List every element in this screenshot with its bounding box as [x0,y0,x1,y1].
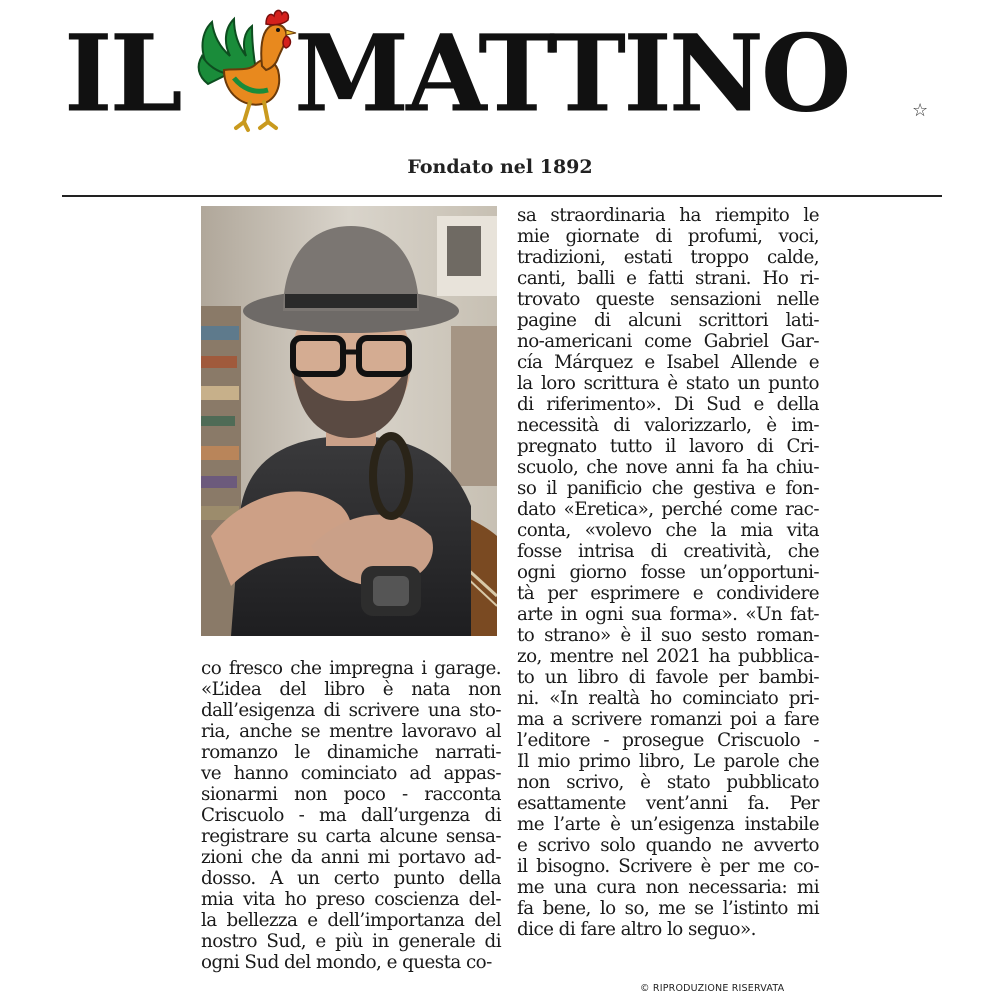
article-line: di riferimento». Di Sud e della [517,394,819,415]
masthead-divider [62,195,942,197]
article-line: pregnato tutto il lavoro di Cri- [517,436,819,457]
article-line: me l’arte è un’esigenza instabile [517,814,819,835]
copyright-notice: © RIPRODUZIONE RISERVATA [640,983,785,994]
article-line: dato «Eretica», perché come rac- [517,499,819,520]
article-line: esattamente vent’anni fa. Per [517,793,819,814]
article-line: scuolo, che nove anni fa ha chiu- [517,457,819,478]
article-line: fosse intrisa di creatività, che [517,541,819,562]
article-line: canti, balli e fatti strani. Ho ri- [517,268,819,289]
article-line: conta, «volevo che la mia vita [517,520,819,541]
article-line: ogni Sud del mondo, e questa co- [201,952,492,973]
article-line: dosso. A un certo punto della [201,868,501,889]
article-line: me una cura non necessaria: mi [517,877,819,898]
article-photo [201,206,497,636]
article-line: il bisogno. Scrivere è per me co- [517,856,819,877]
article-line: sa straordinaria ha riempito le [517,205,819,226]
article-line: so il panificio che gestiva e fon- [517,478,819,499]
article-line: romanzo le dinamiche narrati- [201,742,501,763]
article-line: «L’idea del libro è nata non [201,679,501,700]
article-line: ogni giorno fosse un’opportuni- [517,562,819,583]
article-line: Criscuolo - ma dall’urgenza di [201,805,501,826]
masthead-title-left: IL [64,10,180,137]
masthead-tagline: Fondato nel 1892 [407,156,593,178]
article-line: la bellezza e dell’importanza del [201,910,501,931]
masthead [64,4,944,144]
article-line: sionarmi non poco - racconta [201,784,501,805]
article-line: fa bene, lo so, me se l’istinto mi [517,898,819,919]
article-line: dall’esigenza di scrivere una sto- [201,700,501,721]
article-line: la loro scrittura è stato un punto [517,373,819,394]
article-line: mie giornate di profumi, voci, [517,226,819,247]
article-line: ma a scrivere romanzi poi a fare [517,709,819,730]
article-line: l’editore - prosegue Criscuolo - [517,730,819,751]
article-line: e scrivo solo quando ne avverto [517,835,819,856]
article-line: nostro Sud, e più in generale di [201,931,501,952]
article-line: ni. «In realtà ho cominciato pri- [517,688,819,709]
article-line: pagine di alcuni scrittori lati- [517,310,819,331]
article-line: mia vita ho preso coscienza del- [201,889,501,910]
article-line: Il mio primo libro, Le parole che [517,751,819,772]
article-line: trovato queste sensazioni nelle [517,289,819,310]
article-column-right [517,205,819,940]
article-column-left [201,658,501,973]
article-line: no-americani come Gabriel Gar- [517,331,819,352]
article-line: tradizioni, estati troppo calde, [517,247,819,268]
rooster-logo [194,4,304,134]
article-line: ve hanno cominciato ad appas- [201,763,501,784]
article-line: necessità di valorizzarlo, è im- [517,415,819,436]
masthead-title-right: MATTINO [294,10,849,137]
article-line: co fresco che impregna i garage. [201,658,501,679]
star-icon: ☆ [912,100,929,121]
article-line: non scrivo, è stato pubblicato [517,772,819,793]
article-line: arte in ogni sua forma». «Un fat- [517,604,819,625]
article-line: registrare su carta alcune sensa- [201,826,501,847]
article-line: to strano» è il suo sesto roman- [517,625,819,646]
article-line: zioni che da anni mi portavo ad- [201,847,501,868]
article-line: tà per esprimere e condividere [517,583,819,604]
article-line: zo, mentre nel 2021 ha pubblica- [517,646,819,667]
article-line: cía Márquez e Isabel Allende e [517,352,819,373]
article-line: dice di fare altro lo seguo». [517,919,756,940]
article-line: to un libro di favole per bambi- [517,667,819,688]
article-line: ria, anche se mentre lavoravo al [201,721,501,742]
